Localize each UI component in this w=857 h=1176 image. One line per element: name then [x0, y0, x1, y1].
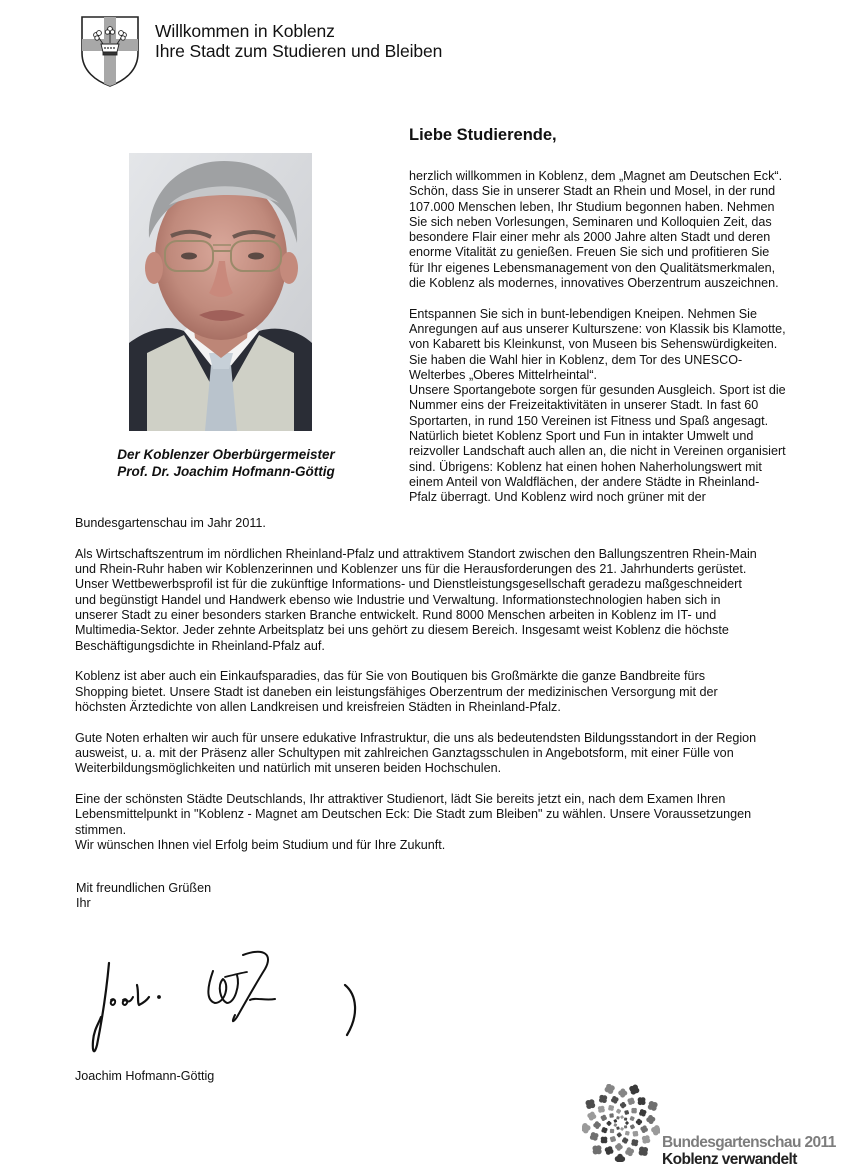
- text-line: ausweist, u. a. mit der Präsenz aller Schultypen mit zahlreichen Ganztagsschulen in Angebotsform, mit einer Fülle von: [75, 746, 734, 761]
- flower-petal-cluster: [601, 1115, 607, 1121]
- flower-petal-cluster: [605, 1146, 614, 1155]
- caption-title: Der Koblenzer Oberbürgermeister: [117, 447, 335, 462]
- flower-petal-cluster: [598, 1106, 605, 1113]
- text-line: 107.000 Menschen leben, Ihr Studium begonnen haben. Nehmen: [409, 199, 775, 214]
- text-line: und Rhein-Ruhr haben wir Koblenzerinnen und Koblenzer uns für die Herausforderungen des 21. Jahrhunderts gerüstet.: [75, 562, 747, 577]
- paragraph-continuation: [75, 516, 845, 531]
- flower-petal-cluster: [627, 1098, 634, 1105]
- flower-petal-cluster: [611, 1096, 619, 1104]
- flower-petal-cluster: [592, 1145, 601, 1154]
- text-line: Unser Wettbewerbsprofil ist für die zukünftige Informations- und Dienstleistungsgesellschaft geradezu maßgeschneidert: [75, 577, 742, 592]
- text-line: Anregungen auf aus unserer Kulturszene: von Klassik bis Klamotte,: [409, 321, 786, 336]
- flower-petal-cluster: [630, 1116, 635, 1121]
- flower-petal-cluster: [624, 1110, 629, 1115]
- flower-petal-cluster: [601, 1127, 607, 1133]
- text-line: herzlich willkommen in Koblenz, dem „Magnet am Deutschen Eck“.: [409, 169, 783, 183]
- flower-petal-cluster: [610, 1136, 616, 1142]
- text-line: Natürlich bietet Koblenz Sport und Fun in intakter Umwelt und: [409, 429, 754, 444]
- header-subtitle: Ihre Stadt zum Studieren und Bleiben: [155, 41, 443, 61]
- text-line: höchsten Ärztedichte von allen Landkreisen und kreisfreien Städten in Rheinland-Pfalz.: [75, 699, 561, 714]
- flower-petal-cluster: [615, 1154, 625, 1162]
- text-line: Gute Noten erhalten wir auch für unsere edukative Infrastruktur, die uns als bedeutendsten Bildungsstandort in der Region: [75, 730, 757, 745]
- koblenz-coat-of-arms-icon: [80, 15, 140, 87]
- flower-petal-cluster: [593, 1121, 601, 1129]
- text-line: Shopping bietet. Unsere Stadt ist daneben ein leistungsfähiges Oberzentrum der medizinischen Versorgung mit der: [75, 684, 718, 699]
- text-line: Bundesgartenschau im Jahr 2011.: [75, 516, 266, 530]
- flower-petal-cluster: [625, 1147, 634, 1156]
- text-line: und begünstigt Handel und Handwerk ebenso wie Industrie und Verwaltung. Informationstechnologien haben sich in: [75, 592, 721, 607]
- flower-petal-cluster: [620, 1102, 626, 1108]
- text-line: Sie sich neben Vorlesungen, Seminaren und Kolloquien Zeit, das: [409, 214, 772, 229]
- text-line: Unsere Sportangebote sorgen für gesunden Ausgleich. Sport ist die: [409, 383, 786, 398]
- buga-logo-line1: Bundesgartenschau 2011: [662, 1134, 836, 1151]
- flower-petal-cluster: [625, 1121, 629, 1125]
- text-line: Welterbes „Oberes Mittelrheintal“.: [409, 367, 598, 382]
- flower-petal-cluster: [636, 1119, 642, 1125]
- flower-petal-cluster: [646, 1115, 655, 1124]
- flower-petal-cluster: [630, 1124, 635, 1129]
- flower-petal-cluster: [625, 1131, 630, 1136]
- flower-petal-cluster: [651, 1125, 660, 1135]
- flower-petal-cluster: [640, 1125, 648, 1133]
- text-line: Pfalz überragt. Und Koblenz wird noch grüner mit der: [409, 490, 706, 505]
- flower-petal-cluster: [601, 1137, 608, 1144]
- flower-petal-cluster: [615, 1143, 623, 1151]
- header-title: Willkommen in Koblenz: [155, 21, 335, 41]
- flower-petal-cluster: [586, 1099, 596, 1109]
- text-line: einem Anteil von Waldflächen, der andere Städte in Rheinland-: [409, 474, 760, 489]
- flower-petal-cluster: [616, 1116, 619, 1119]
- full-width-text: [75, 516, 845, 853]
- mayor-portrait-photo: [129, 153, 312, 431]
- flower-petal-cluster: [620, 1115, 624, 1119]
- flower-petal-cluster: [608, 1105, 614, 1111]
- flower-petal-cluster: [622, 1137, 628, 1143]
- text-line: Koblenz ist aber auch ein Einkaufsparadies, das für Sie von Boutiquen bis Großmärkte die ganze Bandbreite fürs: [75, 669, 706, 684]
- letter-closing: [76, 881, 211, 912]
- flower-petal-cluster: [633, 1131, 639, 1137]
- flower-petal-cluster: [590, 1132, 599, 1141]
- paragraph-culture-sport: [409, 307, 829, 506]
- text-line: Sportarten, in rund 150 Vereinen ist Fitness und Spaß angesagt.: [409, 413, 769, 428]
- flower-petal-cluster: [629, 1085, 639, 1095]
- signer-name: Joachim Hofmann-Göttig: [75, 1069, 215, 1083]
- bundesgartenschau-logo-text: [662, 1134, 836, 1168]
- flower-petal-cluster: [599, 1095, 607, 1103]
- flower-petal-cluster: [616, 1109, 621, 1114]
- flower-petal-cluster: [614, 1123, 618, 1127]
- text-line: von Kabarett bis Kleinkunst, von Museen bis Sehenswürdigkeiten.: [409, 337, 778, 352]
- handwritten-signature: [75, 945, 370, 1057]
- text-line: Multimedia-Sektor. Jeder zehnte Arbeitsplatz bei uns gehört zu diesem Bereich. Insgesamt weist Koblenz die höchste: [75, 623, 729, 638]
- flower-petal-cluster: [624, 1125, 627, 1128]
- text-line: Weiterbildungsmöglichkeiten und natürlich mit unseren beiden Hochschulen.: [75, 761, 502, 776]
- bundesgartenschau-flower-spiral-icon: [582, 1084, 660, 1162]
- header-titles: [155, 21, 442, 61]
- text-line: Lebensmittelpunkt in "Koblenz - Magnet am Deutschen Eck: Die Stadt zum Bleiben" zu wählen. Unsere Voraussetzungen: [75, 807, 752, 822]
- paragraph-economy: [75, 547, 845, 654]
- flower-petal-cluster: [638, 1097, 646, 1105]
- text-line: Sie haben die Wahl hier in Koblenz, dem Tor des UNESCO-: [409, 352, 743, 367]
- text-line: Beschäftigungsdichte in Rheinland-Pfalz auf.: [75, 638, 325, 653]
- flower-petal-cluster: [605, 1084, 615, 1094]
- closing-ihr: Ihr: [76, 896, 91, 911]
- photo-caption: [86, 446, 366, 480]
- right-column-text: [409, 169, 829, 506]
- flower-petal-cluster: [639, 1147, 648, 1156]
- flower-petal-cluster: [617, 1132, 622, 1137]
- text-line: die Koblenz als modernes, innovatives Oberzentrum auszeichnen.: [409, 276, 779, 291]
- text-line: für Ihr eigenes Lebensmanagement von den Qualitätsmerkmalen,: [409, 260, 776, 275]
- flower-petal-cluster: [614, 1119, 618, 1123]
- closing-salutation: Mit freundlichen Grüßen: [76, 881, 212, 895]
- caption-name: Prof. Dr. Joachim Hofmann-Göttig: [117, 464, 335, 479]
- flower-petal-cluster: [616, 1126, 619, 1129]
- flower-petal-cluster: [648, 1101, 658, 1111]
- flower-petal-cluster: [624, 1118, 627, 1121]
- letter-greeting: Liebe Studierende,: [409, 126, 557, 144]
- flower-petal-cluster: [609, 1113, 613, 1117]
- text-line: Entspannen Sie sich in bunt-lebendigen Kneipen. Nehmen Sie: [409, 306, 757, 321]
- flower-petal-cluster: [607, 1121, 612, 1126]
- text-line: unserer Stadt zu einer besonders starken Branche entwickelt. Rund 8000 Menschen arbeiten in Koblenz im IT- und: [75, 607, 717, 622]
- flower-petal-cluster: [618, 1089, 627, 1098]
- text-line: reizvoller Landschaft auch allen an, die nicht in Vereinen organisiert: [409, 444, 786, 459]
- text-line: sind. Übrigens: Koblenz hat einen hohen Naherholungswert mit: [409, 459, 762, 474]
- paragraph-invitation: [75, 792, 845, 853]
- paragraph-education: [75, 731, 845, 777]
- text-line: besondere Flair einer mehr als 2000 Jahre alten Stadt und deren: [409, 230, 771, 245]
- flower-petal-cluster: [587, 1112, 596, 1121]
- paragraph-gap: [409, 291, 829, 306]
- text-line: enorme Vitalität zu genießen. Freuen Sie sich und profitieren Sie: [409, 245, 770, 260]
- text-line: Wir wünschen Ihnen viel Erfolg beim Studium und für Ihre Zukunft.: [75, 838, 446, 853]
- paragraph-welcome: [409, 169, 829, 291]
- flower-petal-cluster: [631, 1108, 637, 1114]
- flower-petal-cluster: [620, 1127, 624, 1131]
- flower-petal-cluster: [639, 1109, 646, 1116]
- text-line: Schön, dass Sie in unserer Stadt an Rhein und Mosel, in der rund: [409, 184, 776, 199]
- flower-petal-cluster: [610, 1129, 614, 1133]
- flower-petal-cluster: [642, 1135, 650, 1143]
- buga-logo-line2: Koblenz verwandelt: [662, 1151, 797, 1168]
- text-line: stimmen.: [75, 822, 127, 837]
- flower-petal-cluster: [631, 1139, 638, 1146]
- paragraph-shopping: [75, 669, 845, 715]
- text-line: Nummer eins der Freizeitaktivitäten in unserer Stadt. In fast 60: [409, 398, 759, 413]
- flower-petal-cluster: [582, 1123, 591, 1133]
- text-line: Als Wirtschaftszentrum im nördlichen Rheinland-Pfalz und attraktivem Standort zwischen den Ballungszentren Rhein-Main: [75, 546, 757, 561]
- text-line: Eine der schönsten Städte Deutschlands, Ihr attraktiver Studienort, lädt Sie bereits jetzt ein, nach dem Examen Ihren: [75, 792, 726, 807]
